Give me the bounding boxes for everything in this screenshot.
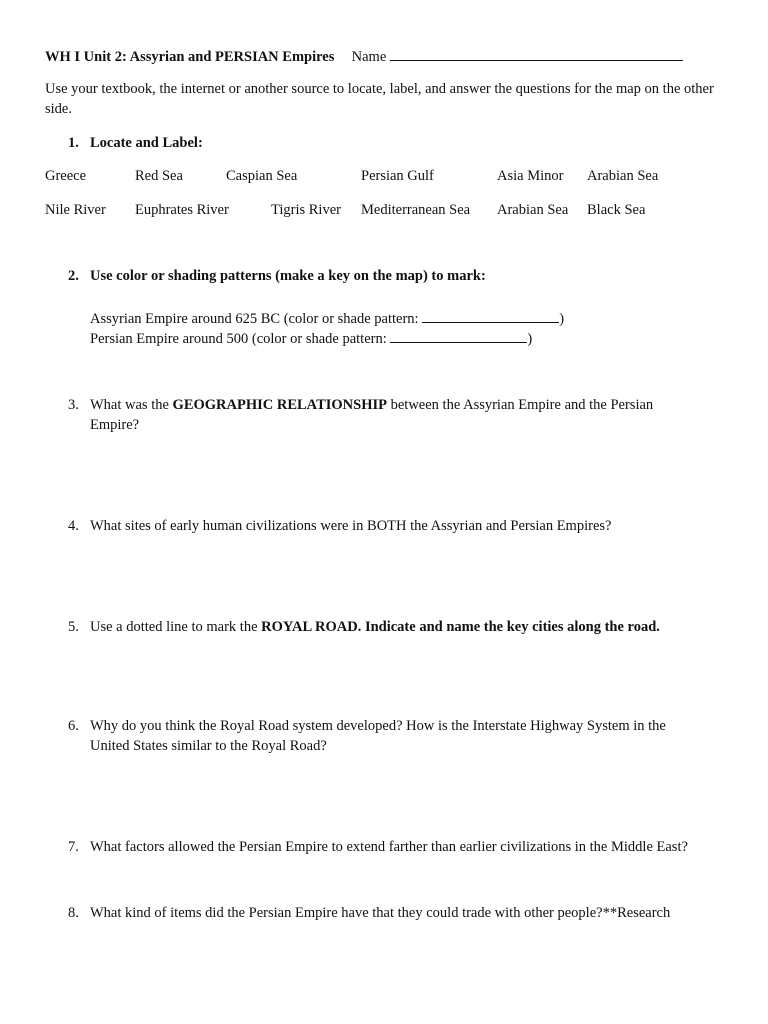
term-black-sea: Black Sea xyxy=(587,202,646,218)
term-persian-gulf: Persian Gulf xyxy=(361,168,434,184)
term-tigris-river: Tigris River xyxy=(271,202,341,218)
term-asia-minor: Asia Minor xyxy=(497,168,564,184)
question-2-title: Use color or shading patterns (make a key on the map) to mark: xyxy=(90,268,486,284)
question-7-text: What factors allowed the Persian Empire to extend farther than earlier civilizations in the Middle East? xyxy=(90,839,688,855)
term-arabian-sea-2: Arabian Sea xyxy=(497,202,569,218)
worksheet-header xyxy=(45,46,683,67)
term-red-sea: Red Sea xyxy=(135,168,183,184)
question-3-text: What was the GEOGRAPHIC RELATIONSHIP between the Assyrian Empire and the Persian Empire? xyxy=(90,397,654,433)
assyrian-key-line: Assyrian Empire around 625 BC (color or shade pattern: ) xyxy=(90,308,564,329)
worksheet-title: WH I Unit 2: Assyrian and PERSIAN Empires xyxy=(45,49,335,65)
term-arabian-sea: Arabian Sea xyxy=(587,168,659,184)
instructions: Use your textbook, the internet or another source to locate, label, and answer the questions for the map on the other side. xyxy=(45,81,714,117)
question-4-text: What sites of early human civilizations were in BOTH the Assyrian and Persian Empires? xyxy=(90,518,612,534)
question-5-number: 5. xyxy=(68,619,79,635)
question-7-number: 7. xyxy=(68,839,79,855)
question-8-number: 8. xyxy=(68,905,79,921)
question-2-number: 2. xyxy=(68,268,79,284)
question-6-text: Why do you think the Royal Road system developed? How is the Interstate Highway System in the United States similar to the Royal Road? xyxy=(90,718,666,754)
term-greece: Greece xyxy=(45,168,87,184)
question-4-number: 4. xyxy=(68,518,79,534)
persian-key-line: Persian Empire around 500 (color or shade pattern: ) xyxy=(90,328,532,349)
question-1-number: 1. xyxy=(68,135,79,151)
name-label: Name xyxy=(351,49,387,65)
question-5-text: Use a dotted line to mark the ROYAL ROAD. Indicate and name the key cities along the road. xyxy=(90,619,660,635)
assyrian-pattern-field[interactable] xyxy=(422,308,559,323)
term-euphrates-river: Euphrates River xyxy=(135,202,229,218)
term-nile-river: Nile River xyxy=(45,202,106,218)
question-6-number: 6. xyxy=(68,718,79,734)
term-mediterranean-sea: Mediterranean Sea xyxy=(361,202,471,218)
question-1-title: Locate and Label: xyxy=(90,135,203,151)
question-8-text: What kind of items did the Persian Empire have that they could trade with other people?**Research xyxy=(90,905,671,921)
term-caspian-sea: Caspian Sea xyxy=(226,168,298,184)
persian-pattern-field[interactable] xyxy=(390,328,527,343)
persian-key-label: Persian Empire around 500 (color or shade pattern: xyxy=(90,331,387,347)
question-3-number: 3. xyxy=(68,397,79,413)
assyrian-key-label: Assyrian Empire around 625 BC (color or shade pattern: xyxy=(90,311,419,327)
name-field[interactable] xyxy=(390,46,683,61)
